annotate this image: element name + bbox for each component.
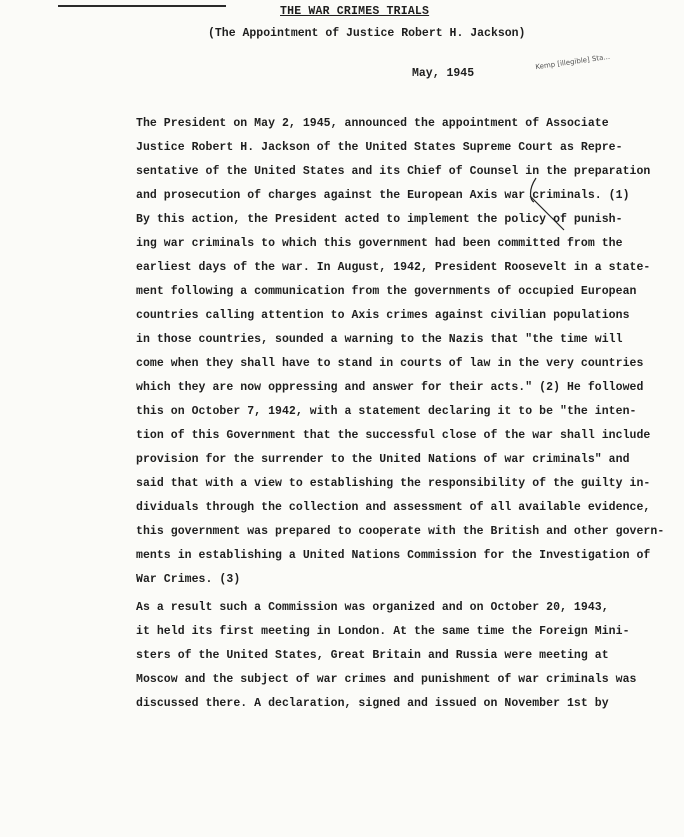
body-line: and prosecution of charges against the European Axis war criminals. (1) — [136, 189, 630, 202]
body-line: dividuals through the collection and assessment of all available evidence, — [136, 501, 651, 514]
document-date: May, 1945 — [412, 67, 475, 80]
body-line: said that with a view to establishing the responsibility of the guilty in- — [136, 477, 651, 490]
body-line: it held its first meeting in London. At the same time the Foreign Mini- — [136, 625, 630, 638]
body-line: discussed there. A declaration, signed and issued on November 1st by — [136, 697, 609, 710]
body-line: provision for the surrender to the United Nations of war criminals" and — [136, 453, 630, 466]
body-line: War Crimes. (3) — [136, 573, 241, 586]
body-line: The President on May 2, 1945, announced the appointment of Associate — [136, 117, 609, 130]
document-subtitle: (The Appointment of Justice Robert H. Jackson) — [208, 27, 526, 40]
body-line: tion of this Government that the successful close of the war shall include — [136, 429, 651, 442]
body-line: ing war criminals to which this government had been committed from the — [136, 237, 623, 250]
body-line: sters of the United States, Great Britain and Russia were meeting at — [136, 649, 609, 662]
body-line: By this action, the President acted to implement the policy of punish- — [136, 213, 623, 226]
body-line: ment following a communication from the governments of occupied European — [136, 285, 637, 298]
top-rule — [58, 5, 226, 7]
body-line: As a result such a Commission was organized and on October 20, 1943, — [136, 601, 609, 614]
document-title: THE WAR CRIMES TRIALS — [280, 5, 430, 18]
body-line: Justice Robert H. Jackson of the United States Supreme Court as Repre- — [136, 141, 623, 154]
body-line: this on October 7, 1942, with a statement declaring it to be "the inten- — [136, 405, 637, 418]
body-line: earliest days of the war. In August, 1942, President Roosevelt in a state- — [136, 261, 651, 274]
body-line: which they are now oppressing and answer for their acts." (2) He followed — [136, 381, 644, 394]
body-line: Moscow and the subject of war crimes and punishment of war criminals was — [136, 673, 637, 686]
body-line: ments in establishing a United Nations Commission for the Investigation of — [136, 549, 651, 562]
body-line: this government was prepared to cooperate with the British and other govern- — [136, 525, 665, 538]
body-line: come when they shall have to stand in courts of law in the very countries — [136, 357, 644, 370]
body-line: sentative of the United States and its Chief of Counsel in the preparation — [136, 165, 651, 178]
body-line: in those countries, sounded a warning to the Nazis that "the time will — [136, 333, 623, 346]
body-line: countries calling attention to Axis crimes against civilian populations — [136, 309, 630, 322]
received-stamp: Kemp [illegible] Sta... — [534, 52, 611, 72]
